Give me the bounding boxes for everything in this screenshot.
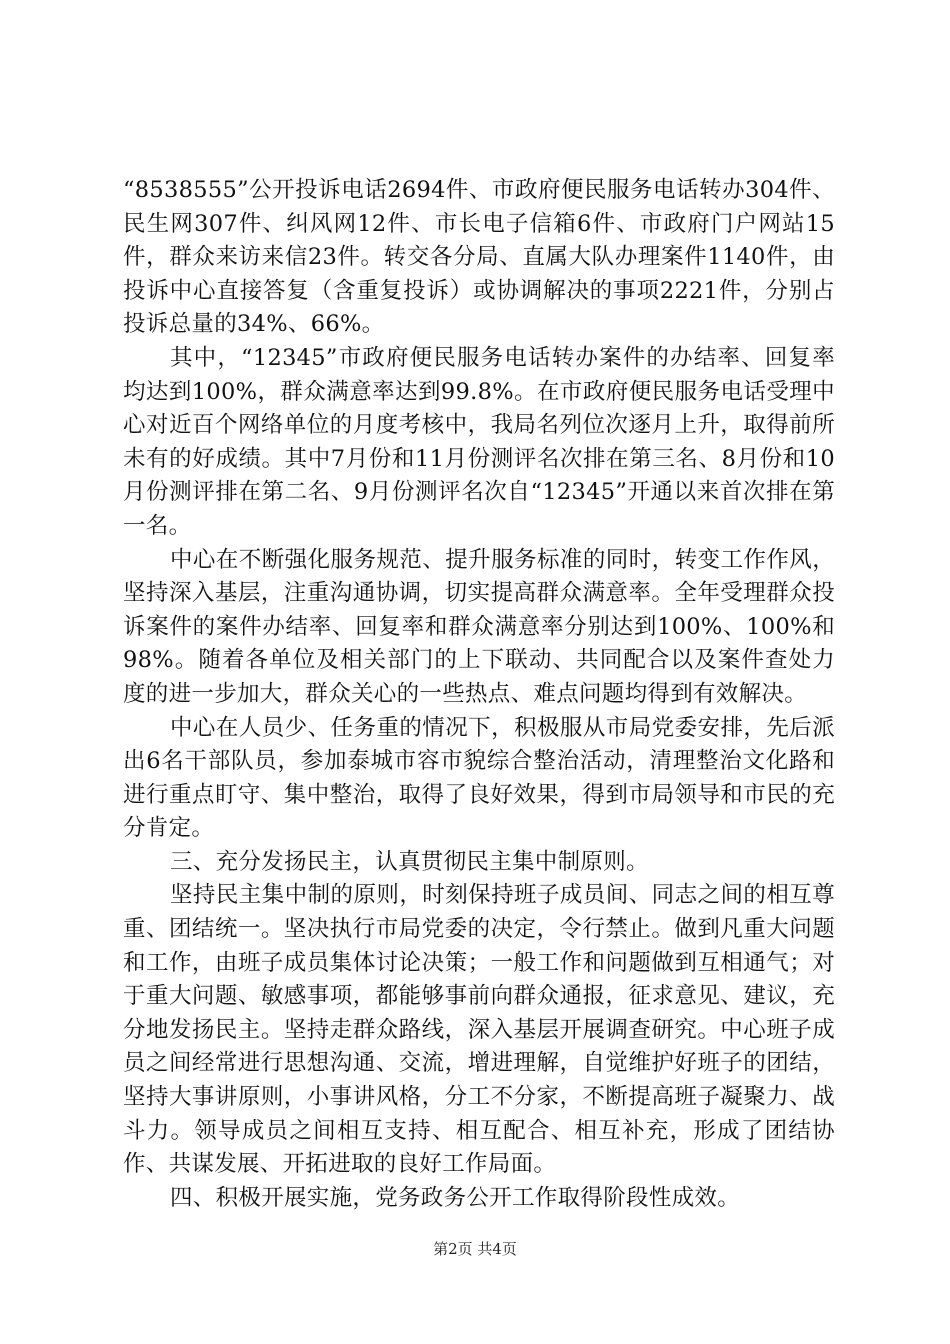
paragraph-complaint-statistics: “8538555”公开投诉电话2694件、市政府便民服务电话转办304件、民生网307件、纠风网12件、市长电子信箱6件、市政府门户网站15件，群众来访来信23件。转交各分局、直属大队办理案件1140件，由投诉中心直接答复（含重复投诉）或协调解决的事项2221件，分别占投诉总量的34%、66%。 (123, 177, 835, 338)
section-heading-affairs-disclosure: 四、积极开展实施，党务政务公开工作取得阶段性成效。 (170, 1184, 741, 1211)
paragraph-service-standards: 中心在不断强化服务规范、提升服务标准的同时，转变工作作风，坚持深入基层，注重沟通协调，切实提高群众满意率。全年受理群众投诉案件的案件办结率、回复率和群众满意率分别达到100%、100%和98%。随着各单位及相关部门的上下联动、共同配合以及案件查处力度的进一步加大，群众关心的一些热点、难点问题均得到有效解决。 (123, 546, 835, 707)
document-body (123, 174, 835, 1215)
section-heading-democracy: 三、充分发扬民主，认真贯彻民主集中制原则。 (170, 848, 649, 875)
paragraph-12345-hotline: 其中，“12345”市政府便民服务电话转办案件的办结率、回复率均达到100%，群众满意率达到99.8%。在市政府便民服务电话受理中心对近百个网络单位的月度考核中，我局名列位次逐月上升，取得前所未有的好成绩。其中7月份和11月份测评名次排在第三名、8月份和10月份测评排在第二名、9月份测评名次自“12345”开通以来首次排在第一名。 (123, 344, 835, 539)
paragraph-democratic-centralism: 坚持民主集中制的原则，时刻保持班子成员间、同志之间的相互尊重、团结统一。坚决执行市局党委的决定，令行禁止。做到凡重大问题和工作，由班子成员集体讨论决策；一般工作和问题做到互相通气；对于重大问题、敏感事项，都能够事前向群众通报，征求意见、建议，充分地发扬民主。坚持走群众路线，深入基层开展调查研究。中心班子成员之间经常进行思想沟通、交流，增进理解，自觉维护好班子的团结，坚持大事讲原则，小事讲风格，分工不分家，不断提高班子凝聚力、战斗力。领导成员之间相互支持、相互配合、相互补充，形成了团结协作、共谋发展、开拓进取的良好工作局面。 (123, 882, 835, 1178)
paragraph-city-rectification: 中心在人员少、任务重的情况下，积极服从市局党委安排，先后派出6名干部队员，参加泰城市容市貌综合整治活动，清理整治文化路和进行重点盯守、集中整治，取得了良好效果，得到市局领导和市民的充分肯定。 (123, 714, 835, 842)
page-number-footer: 第2页 共4页 (433, 1240, 517, 1258)
